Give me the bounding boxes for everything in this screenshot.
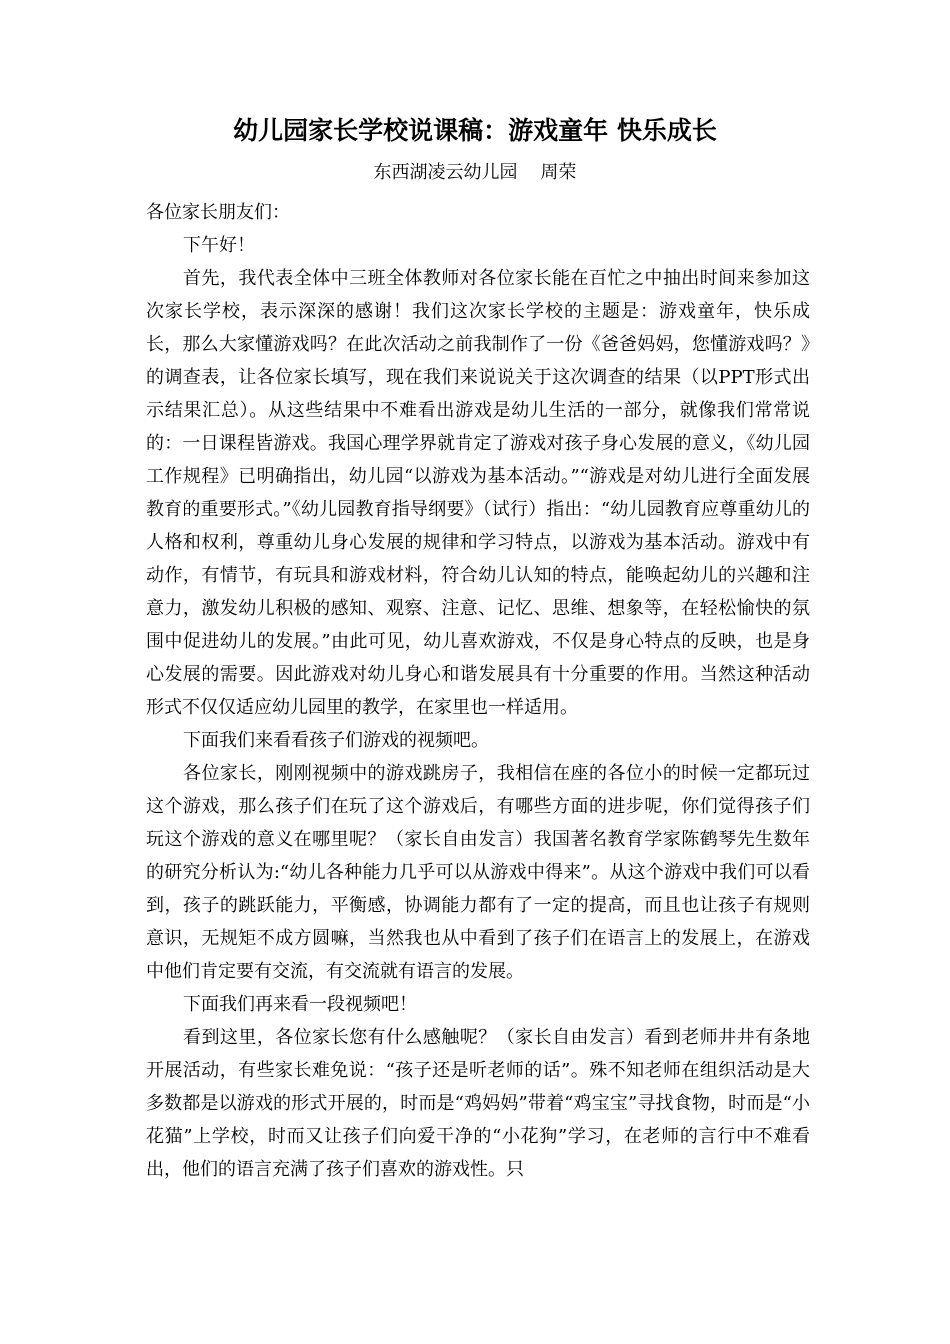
body-paragraph: 下午好！ (183, 235, 255, 256)
body-paragraph: 看到这里，各位家长您有什么感触呢？（家长自由发言）看到老师井井有条地开展活动，有些家长难免说：“孩子还是听老师的话”。殊不知老师在组织活动是大多数都是以游戏的形式开展的，时而是“鸡妈妈”带着“鸡宝宝”寻找食物，时而是“小花猫”上学校，时而又让孩子们向爱干净的“小花狗”学习，在老师的言行中不难看出，他们的语言充满了孩子们喜欢的游戏性。只 (146, 1027, 810, 1180)
body-paragraph: 首先，我代表全体中三班全体教师对各位家长能在百忙之中抽出时间来参加这次家长学校，表示深深的感谢！我们这次家长学校的主题是：游戏童年，快乐成长，那么大家懂游戏吗？在此次活动之前我制作了一份《爸爸妈妈，您懂游戏吗？》的调查表，让各位家长填写，现在我们来说说关于这次调查的结果（以PPT形式出示结果汇总）。从这些结果中不难看出游戏是幼儿生活的一部分，就像我们常常说的：一日课程皆游戏。我国心理学界就肯定了游戏对孩子身心发展的意义，《幼儿园工作规程》已明确指出，幼儿园“以游戏为基本活动。”“游戏是对幼儿进行全面发展教育的重要形式。”《幼儿园教育指导纲要》（试行）指出：“幼儿园教育应尊重幼儿的人格和权利，尊重幼儿身心发展的规律和学习特点，以游戏为基本活动。游戏中有动作，有情节，有玩具和游戏材料，符合幼儿认知的特点，能唤起幼儿的兴趣和注意力，激发幼儿积极的感知、观察、注意、记忆、思维、想象等，在轻松愉快的氛围中促进幼儿的发展。”由此可见，幼儿喜欢游戏，不仅是身心特点的反映，也是身心发展的需要。因此游戏对幼儿身心和谐发展具有十分重要的作用。当然这种活动形式不仅仅适应幼儿园里的教学，在家里也一样适用。 (146, 268, 810, 718)
body-paragraph: 下面我们来看看孩子们游戏的视频吧。 (183, 730, 489, 751)
document-title: 幼儿园家长学校说课稿：游戏童年 快乐成长 (233, 116, 717, 145)
document-body (146, 196, 810, 1186)
body-paragraph: 各位家长，刚刚视频中的游戏跳房子，我相信在座的各位小的时候一定都玩过这个游戏，那么孩子们在玩了这个游戏后，有哪些方面的进步呢，你们觉得孩子们玩这个游戏的意义在哪里呢？（家长自由发言）我国著名教育学家陈鹤琴先生数年的研究分析认为:“幼儿各种能力几乎可以从游戏中得来”。从这个游戏中我们可以看到，孩子的跳跃能力，平衡感，协调能力都有了一定的提高，而且也让孩子有规则意识，无规矩不成方圆嘛，当然我也从中看到了孩子们在语言上的发展上，在游戏中他们肯定要有交流，有交流就有语言的发展。 (146, 763, 810, 982)
body-paragraph: 下面我们再来看一段视频吧！ (183, 994, 417, 1015)
author-line: 东西湖凌云幼儿园 周荣 (373, 162, 577, 183)
greeting-paragraph: 各位家长朋友们： (146, 202, 290, 223)
